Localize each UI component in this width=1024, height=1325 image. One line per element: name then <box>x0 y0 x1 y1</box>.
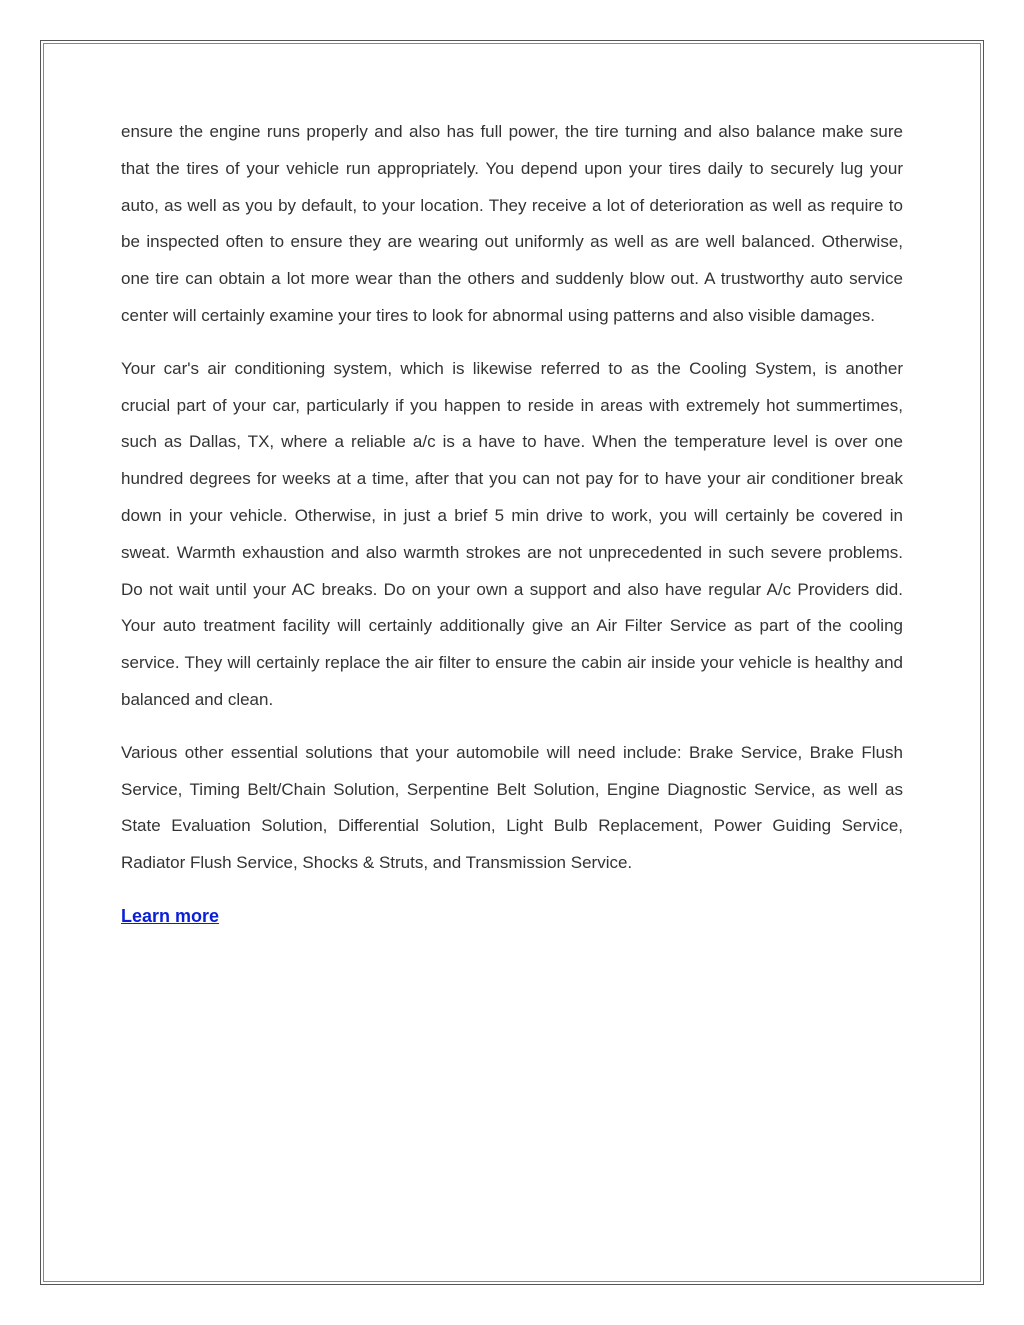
paragraph-tires: ensure the engine runs properly and also has full power, the tire turning and also balance make sure that the tires of your vehicle run appropriately. You depend upon your tires daily to securely lug your auto, as well as you by default, to your location. They receive a lot of deterioration as well as require to be inspected often to ensure they are wearing out uniformly as well as are well balanced. Otherwise, one tire can obtain a lot more wear than the others and suddenly blow out. A trustworthy auto service center will certainly examine your tires to look for abnormal using patterns and also visible damages. <box>121 122 903 325</box>
paragraph-air-conditioning: Your car's air conditioning system, which is likewise referred to as the Cooling System, is another crucial part of your car, particularly if you happen to reside in areas with extremely hot summertimes, such as Dallas, TX, where a reliable a/c is a have to have. When the temperature level is over one hundred degrees for weeks at a time, after that you can not pay for to have your air conditioner break down in your vehicle. Otherwise, in just a brief 5 min drive to work, you will certainly be covered in sweat. Warmth exhaustion and also warmth strokes are not unprecedented in such severe problems. Do not wait until your AC breaks. Do on your own a support and also have regular A/c Providers did. Your auto treatment facility will certainly additionally give an Air Filter Service as part of the cooling service. They will certainly replace the air filter to ensure the cabin air inside your vehicle is healthy and balanced and clean. <box>121 358 903 709</box>
paragraph-other-services: Various other essential solutions that your automobile will need include: Brake Service, Brake Flush Service, Timing Belt/Chain Solution, Serpentine Belt Solution, Engine Diagnostic Service, as well as State Evaluation Solution, Differential Solution, Light Bulb Replacement, Power Guiding Service, Radiator Flush Service, Shocks & Struts, and Transmission Service. <box>121 742 903 873</box>
learn-more-link[interactable]: Learn more <box>121 905 220 926</box>
document-body <box>121 114 903 932</box>
